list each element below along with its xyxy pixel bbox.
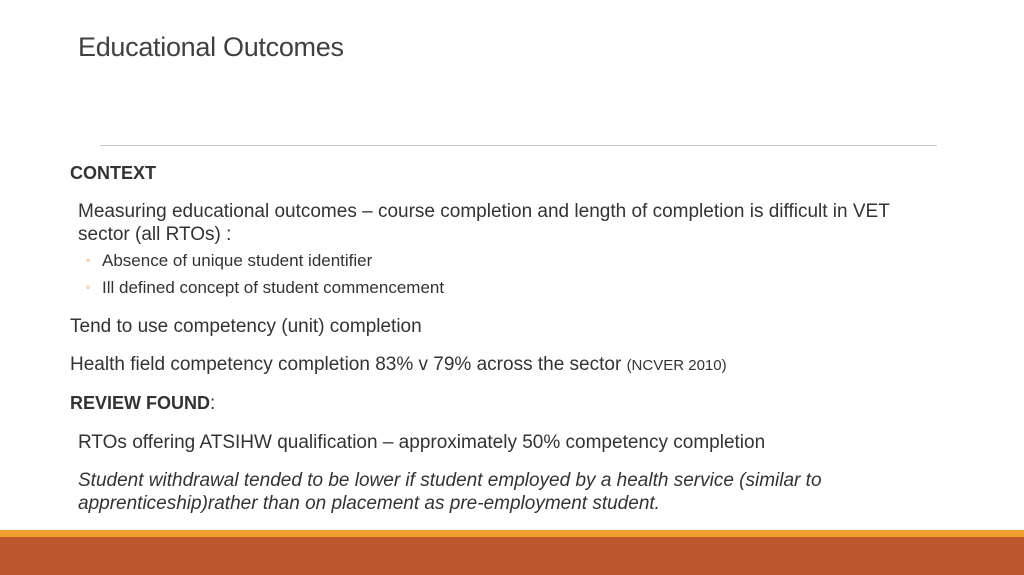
footer-accent-stripe xyxy=(0,530,1024,537)
footer-band xyxy=(0,537,1024,575)
competency-paragraph: Tend to use competency (unit) completion xyxy=(70,316,422,337)
slide-title: Educational Outcomes xyxy=(78,32,344,62)
context-heading: CONTEXT xyxy=(70,163,157,183)
rto-paragraph: RTOs offering ATSIHW qualification – approximately 50% competency completion xyxy=(78,432,766,453)
review-heading-text: REVIEW FOUND xyxy=(70,393,211,413)
review-heading xyxy=(70,392,215,415)
bullet-marker-icon: ◦ xyxy=(86,280,91,294)
bullet-text: Ill defined concept of student commencement xyxy=(102,278,445,297)
title-divider xyxy=(100,145,937,146)
bullet-item xyxy=(86,249,372,272)
withdrawal-paragraph: Student withdrawal tended to be lower if student employed by a health service (similar to apprenticeship)rather than on placement as pre-employment student. xyxy=(78,470,822,514)
source-citation: (NCVER 2010) xyxy=(626,357,727,374)
health-text: Health field competency completion 83% v 79% across the sector xyxy=(70,354,627,375)
health-paragraph xyxy=(70,353,727,377)
context-paragraph: Measuring educational outcomes – course completion and length of completion is difficult in VET sector (all RTOs) : xyxy=(78,201,890,245)
bullet-text: Absence of unique student identifier xyxy=(102,251,373,270)
bullet-item xyxy=(86,276,444,299)
review-heading-colon: : xyxy=(210,393,216,414)
bullet-marker-icon: ◦ xyxy=(86,253,91,267)
